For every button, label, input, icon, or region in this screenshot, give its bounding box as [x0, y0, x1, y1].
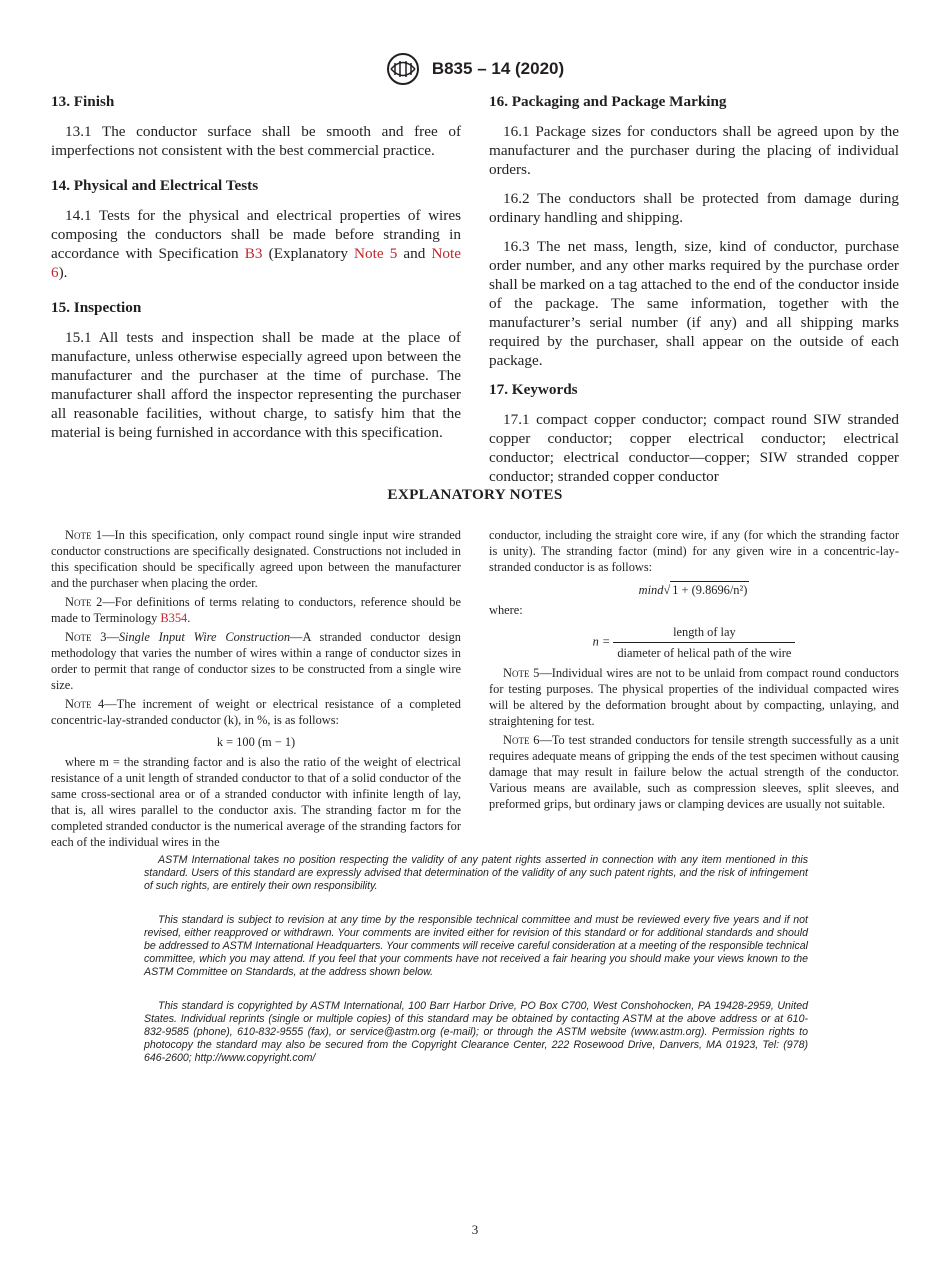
- disclaimer-copyright: This standard is copyrighted by ASTM International, 100 Barr Harbor Drive, PO Box C700, West Conshohocken, PA 19428-2959, United States. Individual reprints (single or multiple copies) of this standard may be obtained by contacting ASTM at the above address or at 610-832-9585 (phone), 610-832-9555 (fax), or service@astm.org (e-mail); or through the ASTM website (www.astm.org). Permission rights to photocopy the standard may also be secured from the Copyright Clearance Center, 222 Rosewood Drive, Danvers, MA 01923, Tel: (978) 646-2600; http://www.copyright.com/: [144, 999, 808, 1065]
- formula-n-denominator: diameter of helical path of the wire: [617, 646, 792, 660]
- note-2-text: —For definitions of terms relating to conductors, reference should be made to Terminology: [51, 595, 461, 625]
- note-5: [489, 665, 899, 729]
- note-3-title: Single Input Wire Construction: [118, 630, 291, 644]
- formula-k: k = 100 (m − 1): [216, 735, 296, 749]
- formula-n: [489, 624, 899, 661]
- note-5-text: —Individual wires are not to be unlaid from compact round conductors for testing purposes. The physical properties of the individual compacted wires will be altered by the deformation brought about by compacting, unlaying, and straightening for test.: [489, 666, 899, 728]
- note-5-label: Note 5: [503, 666, 540, 680]
- section-17-1: 17.1 compact copper conductor; compact round SIW stranded copper conductor; copper electrical conductor; electrical conductor; electrical conductor—copper; SIW stranded copper conductor; stranded copper conductor: [489, 411, 899, 485]
- section-15-title: 15. Inspection: [51, 299, 142, 316]
- note-4-where: where m = the stranding factor and is also the ratio of the weight of electrical resistance of a unit length of stranded conductor to that of a solid conductor of the same cross-sectional area or of a stranded conductor with infinite length of lay, that is, all wires parallel to the conductor axis. The stranding factor m for the completed stranded conductor is the numerical average of the stranding factors for each of the individual wires in the: [51, 755, 461, 849]
- note-4-label: Note 4: [65, 697, 105, 711]
- formula-lhs: mind: [638, 583, 664, 597]
- standard-number: B835 – 14 (2020): [431, 59, 565, 78]
- note-6-label: Note 6: [503, 733, 540, 747]
- ref-note6-link[interactable]: Note 6: [51, 245, 461, 281]
- page-header: [0, 52, 950, 86]
- section-14-1-text: 14.1 Tests for the physical and electrical properties of wires composing the conductors shall be made before stranding in accordance with Specification: [51, 207, 461, 262]
- section-17-title: 17. Keywords: [489, 381, 578, 398]
- note-4-text: —The increment of weight or electrical resistance of a completed concentric-lay-stranded conductor (k), in %, is as follows:: [51, 697, 461, 727]
- note-4: [51, 696, 461, 728]
- note-2-label: Note 2: [65, 595, 103, 609]
- where-label: where:: [489, 603, 523, 617]
- explanatory-notes-title: EXPLANATORY NOTES: [387, 486, 563, 503]
- ref-b3-link[interactable]: B3: [244, 245, 263, 262]
- section-14-1-text: and: [397, 245, 432, 262]
- section-14-1: [51, 206, 461, 282]
- ref-note5-link[interactable]: Note 5: [354, 245, 398, 262]
- section-13-1: 13.1 The conductor surface shall be smooth and free of imperfections not consistent with the best commercial practice.: [51, 123, 461, 159]
- section-13-title: 13. Finish: [51, 93, 115, 110]
- note-3: Note 3—Single Input Wire Construction—A stranded conductor design methodology that varies the number of wires within a range of conductor sizes in order to permit that range of conductor sizes to be constructed from a single wire size.: [51, 630, 461, 692]
- formula-n-numerator: length of lay: [613, 624, 795, 643]
- formula-n-symbol: n =: [592, 634, 611, 649]
- note-3-text: —A stranded conductor design methodology that varies the number of wires within a range of conductor sizes in order to permit that range of conductor sizes to be constructed from a single wire size.: [51, 630, 461, 692]
- formula-n-fraction: [613, 624, 795, 661]
- note-3-label: Note 3: [65, 630, 107, 644]
- note-1: [51, 527, 461, 591]
- note-4-continued: conductor, including the straight core wire, if any (for which the stranding factor is unity). The stranding factor (mind) for any given wire in a concentric-lay-stranded conductor is as follows:: [489, 528, 899, 574]
- formula-stranding-factor: [489, 581, 899, 598]
- section-15-1: 15.1 All tests and inspection shall be made at the place of manufacture, unless otherwise especially agreed upon between the manufacturer and the purchaser at the time of purchase. The manufacturer shall afford the inspector representing the purchaser all reasonable facilities, without charge, to satisfy him that the material is being furnished in accordance with this specification.: [51, 329, 461, 441]
- section-14-1-text: ).: [58, 264, 68, 281]
- notes-left-column: [51, 527, 461, 853]
- page-number: 3: [471, 1222, 479, 1237]
- section-16-2: 16.2 The conductors shall be protected from damage during ordinary handling and shipping.: [489, 190, 899, 226]
- note-1-text: —In this specification, only compact round single input wire stranded conductor constructions are specifically designated. Constructions not included in this specification should be specifically agreed upon between the manufacturer and the purchaser when placing the order.: [51, 528, 461, 590]
- note-2-end: .: [187, 611, 191, 625]
- note-1-label: Note 1: [65, 528, 103, 542]
- note-6: [489, 732, 899, 812]
- ref-b354-link[interactable]: B354: [160, 611, 188, 625]
- sqrt-icon: √: [663, 583, 671, 597]
- disclaimer-revision: This standard is subject to revision at any time by the responsible technical committee and must be reviewed every five years and if not revised, either reapproved or withdrawn. Your comments are invited either for revision of this standard or for additional standards and should be addressed to ASTM International Headquarters. Your comments will receive careful consideration at a meeting of the responsible technical committee, which you may attend. If you feel that your comments have not received a fair hearing you should make your views known to the ASTM Committee on Standards, at the address shown below.: [144, 913, 808, 979]
- section-14-1-text: (Explanatory: [262, 245, 355, 262]
- section-16-3: 16.3 The net mass, length, size, kind of conductor, purchase order number, and any other marks required by the purchase order shall be marked on a tag attached to the end of the conductor inside of the package. The same information, together with the manufacturer’s serial number (if any) and all shipping marks required by the purchaser, shall appear on the outside of each package.: [489, 238, 899, 369]
- section-14-title: 14. Physical and Electrical Tests: [51, 177, 259, 194]
- disclaimers: [144, 854, 808, 1086]
- note-6-text: —To test stranded conductors for tensile strength successfully as a unit requires adequate means of gripping the ends of the test specimen without causing damage that may result in failure below the actual strength of the conductor. Various means are available, such as compression sleeves, split sleeves, and preformed grips, but ordinary jaws or clamping devices are usually not suitable.: [489, 733, 899, 811]
- left-column: [51, 92, 461, 452]
- note-2: [51, 594, 461, 626]
- astm-logo-icon: [386, 52, 420, 86]
- right-column: [489, 92, 899, 496]
- section-16-title: 16. Packaging and Package Marking: [489, 93, 727, 110]
- formula-radicand: 1 + (9.8696/n²): [672, 583, 748, 597]
- section-16-1: 16.1 Package sizes for conductors shall be agreed upon by the manufacturer and the purchaser during the placing of individual orders.: [489, 123, 899, 178]
- notes-right-column: [489, 527, 899, 815]
- disclaimer-patent: ASTM International takes no position respecting the validity of any patent rights asserted in connection with any item mentioned in this standard. Users of this standard are expressly advised that determination of the validity of any such patent rights, and the risk of infringement of such rights, are entirely their own responsibility.: [144, 854, 808, 893]
